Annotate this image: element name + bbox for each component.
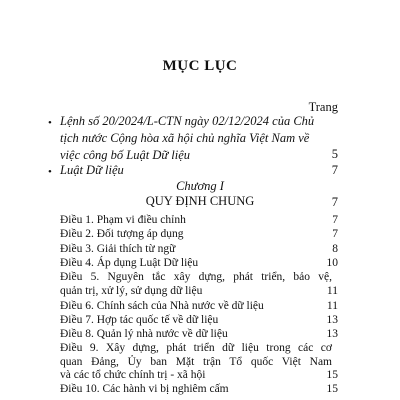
toc-entry-article [60,341,332,355]
toc-entry-line: và các tổ chức chính trị - xã hội [60,369,206,382]
toc-entry-article: Điều 6. Chính sách của Nhà nước về dữ liệu [60,299,264,312]
toc-entry-decree: Lệnh số 20/2024/L-CTN ngày 02/12/2024 của Chủ tịch nước Cộng hòa xã hội chủ nghĩa Việt Nam về việc công bố Luật Dữ liệu [60,114,315,162]
toc-page-number: 15 [326,369,338,382]
toc-entry-article: Điều 10. Các hành vi bị nghiêm cấm [60,383,229,395]
toc-page-number: 13 [326,314,338,327]
toc-entry-line: Điều 5. Nguyên tắc xây dựng, phát triển, bảo vệ, [60,271,332,284]
toc-entry-article [60,270,332,284]
toc-entry-article: Điều 1. Phạm vi điều chỉnh [60,213,186,226]
chapter-label: Chương I [176,179,224,193]
toc-entry-article: Điều 4. Áp dụng Luật Dữ liệu [60,257,199,270]
toc-page-number: 5 [331,147,338,161]
toc-page-number: 13 [326,328,338,340]
toc-page-number: 8 [332,242,338,255]
toc-entry-line: quan Đảng, Ủy ban Mặt trận Tổ quốc Việt Nam [60,355,332,368]
bullet-icon: • [48,166,52,178]
page-title: MỤC LỤC [162,58,238,74]
toc-entry-line: quản trị, xử lý, sử dụng dữ liệu [60,285,203,297]
toc-entry-line: Điều 9. Xây dựng, phát triển dữ liệu trong các cơ [60,341,332,354]
toc-page-number: 10 [326,257,338,270]
page-column-header: Trang [308,100,338,114]
bullet-icon: • [48,117,52,129]
toc-entry-article: Điều 7. Hợp tác quốc tế về dữ liệu [60,314,219,327]
toc-page-number: 7 [331,163,338,177]
toc-page-number: 11 [326,285,338,297]
toc-page-number: 7 [331,195,338,209]
chapter-title: QUY ĐỊNH CHUNG [145,194,255,208]
toc-entry-law: Luật Dữ liệu [60,163,124,177]
toc-page-number: 15 [326,383,338,395]
toc-entry-article: Điều 8. Quản lý nhà nước về dữ liệu [60,328,228,340]
toc-entry-article: Điều 3. Giải thích từ ngữ [60,242,176,255]
toc-entry-article: Điều 2. Đối tượng áp dụng [60,228,184,241]
toc-page-number: 11 [326,299,338,312]
toc-page-number: 7 [332,228,338,241]
toc-page-number: 7 [332,213,338,226]
